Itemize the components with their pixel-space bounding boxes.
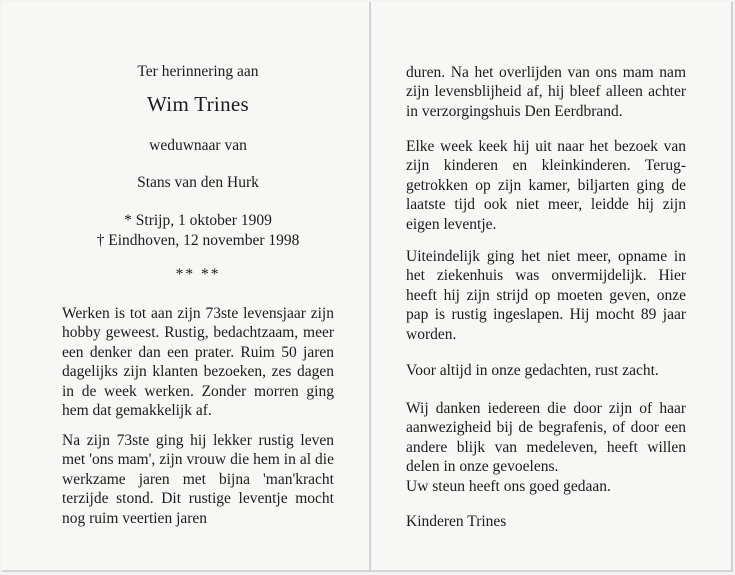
biography-paragraph-5 [406, 247, 686, 344]
card-fold [369, 2, 371, 572]
biography-paragraph-2 [62, 431, 334, 528]
biography-paragraph-1 [62, 304, 334, 420]
relation-text: weduwnaar van [149, 137, 247, 154]
death-line: † Eindhoven, 12 november 1998 [96, 232, 300, 249]
paragraph-text: Elke week keek hij uit naar het bezoek van zijn kinderen en kleinkinderen. Terug-getrokken op zijn kamer, biljarten ging de laatste tijd ook niet meer, leidde hij zijn eigen leventje. [406, 138, 686, 233]
intro-text: Ter herinnering aan [137, 63, 259, 80]
biography-paragraph-4 [406, 137, 686, 234]
farewell-line: Voor altijd in onze gedachten, rust zacht. [406, 362, 659, 379]
signature: Kinderen Trines [406, 513, 507, 530]
birth-line: * Strijp, 1 oktober 1909 [124, 212, 272, 229]
thanks-paragraph [406, 399, 686, 496]
paragraph-text: duren. Na het overlijden van ons mam nam zijn levensblijheid af, hij bleef alleen achter in verzorgingshuis Den Eerdbrand. [406, 64, 686, 120]
spouse-name: Stans van den Hurk [137, 174, 259, 191]
paragraph-text: Na zijn 73ste ging hij lekker rustig leven met 'ons mam', zijn vrouw die hem in al die werkzame jaren met bijna 'man'kracht terzijde stond. Dit rustige leventje mocht nog ruim veertien jaren [62, 432, 334, 527]
paragraph-text: Uiteindelijk ging het niet meer, opname in het ziekenhuis was onvermijdelijk. Hier heeft hij zijn strijd op moeten geven, onze pap is rustig ingeslapen. Hij mocht 89 jaar worden. [406, 248, 686, 343]
divider-stars: ** ** [175, 266, 221, 283]
memorial-card [2, 2, 733, 572]
paragraph-text: Wij danken iedereen die door zijn of haar aanwezigheid bij de begrafenis, of door een andere blijk van medeleven, heeft willen delen in onze gevoelens. [406, 400, 686, 476]
biography-paragraph-3 [406, 63, 686, 121]
paragraph-text: Werken is tot aan zijn 73ste levensjaar zijn hobby geweest. Rustig, bedachtzaam, meer een denker dan een prater. Ruim 50 jaren dagelijks zijn klanten bezoeken, zes dagen in de week werken. Zonder morren ging hem dat gemakkelijk af. [62, 305, 334, 420]
deceased-name: Wim Trines [147, 92, 249, 116]
paragraph-text: Uw steun heeft ons goed gedaan. [406, 477, 611, 495]
